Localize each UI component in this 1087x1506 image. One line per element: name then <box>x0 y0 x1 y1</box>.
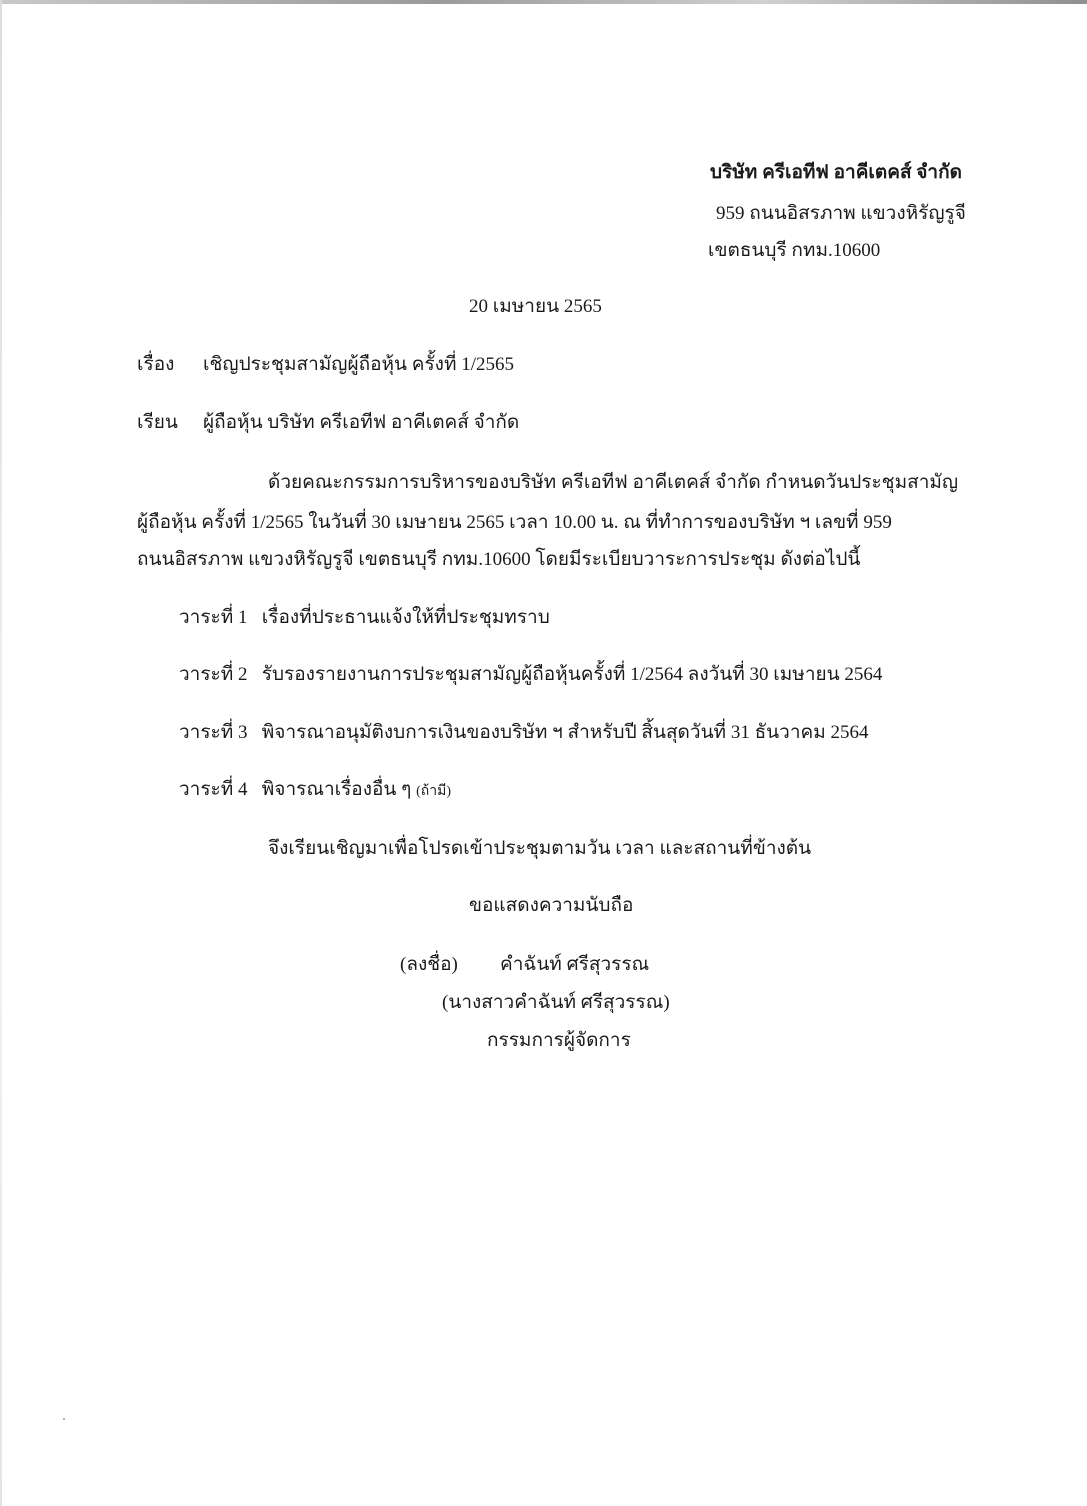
sign-label: (ลงชื่อ) <box>400 954 458 975</box>
letter-date: 20 เมษายน 2565 <box>469 296 602 317</box>
company-address-line2: เขตธนบุรี กทม.10600 <box>708 240 881 261</box>
recipient-text: ผู้ถือหุ้น บริษัท ครีเอทีฟ อาคีเตคส์ จำกัด <box>203 412 520 433</box>
recipient-label: เรียน <box>137 412 178 433</box>
agenda-label: วาระที่ 3 <box>179 722 248 743</box>
agenda-item-3 <box>179 720 868 746</box>
company-name: บริษัท ครีเอทีฟ อาคีเตคส์ จำกัด <box>710 162 962 183</box>
agenda-text: เรื่องที่ประธานแจ้งให้ที่ประชุมทราบ <box>261 607 550 628</box>
agenda-text: พิจารณาอนุมัติงบการเงินของบริษัท ฯ สำหรับปี สิ้นสุดวันที่ 31 ธันวาคม 2564 <box>261 722 869 743</box>
subject-label: เรื่อง <box>137 354 175 375</box>
agenda-text: รับรองรายงานการประชุมสามัญผู้ถือหุ้นครั้งที่ 1/2564 ลงวันที่ 30 เมษายน 2564 <box>261 664 883 685</box>
agenda-label: วาระที่ 2 <box>179 664 248 685</box>
company-address-line1: 959 ถนนอิสรภาพ แขวงหิรัญรูจี <box>716 203 966 224</box>
signature-name: คำฉันท์ ศรีสุวรรณ <box>500 954 650 975</box>
agenda-item-1 <box>179 605 550 631</box>
scan-edge-top <box>0 0 1087 4</box>
body-line-1: ด้วยคณะกรรมการบริหารของบริษัท ครีเอทีฟ อาคีเตคส์ จำกัด กำหนดวันประชุมสามัญ <box>268 472 959 493</box>
body-line-3: ถนนอิสรภาพ แขวงหิรัญรูจี เขตธนบุรี กทม.10600 โดยมีระเบียบวาระการประชุม ดังต่อไปนี้ <box>137 549 861 570</box>
agenda-text: พิจารณาเรื่องอื่น ๆ <box>261 779 412 800</box>
subject-text: เชิญประชุมสามัญผู้ถือหุ้น ครั้งที่ 1/2565 <box>203 354 515 375</box>
signer-title: กรรมการผู้จัดการ <box>487 1030 631 1051</box>
scan-speck <box>63 1418 65 1420</box>
closing-regards: ขอแสดงความนับถือ <box>469 895 634 916</box>
body-line-2: ผู้ถือหุ้น ครั้งที่ 1/2565 ในวันที่ 30 เมษายน 2565 เวลา 10.00 น. ณ ที่ทำการของบริษัท ฯ เลขที่ 959 <box>137 512 892 533</box>
agenda-item-2 <box>179 662 882 688</box>
agenda-label: วาระที่ 4 <box>179 779 248 800</box>
scan-edge-left <box>0 0 2 1506</box>
agenda-note: (ถ้ามี) <box>416 784 451 799</box>
agenda-label: วาระที่ 1 <box>179 607 248 628</box>
signer-full-name: (นางสาวคำฉันท์ ศรีสุวรรณ) <box>442 992 670 1013</box>
agenda-item-4 <box>179 777 451 805</box>
closing-invitation: จึงเรียนเชิญมาเพื่อโปรดเข้าประชุมตามวัน เวลา และสถานที่ข้างต้น <box>268 838 812 859</box>
